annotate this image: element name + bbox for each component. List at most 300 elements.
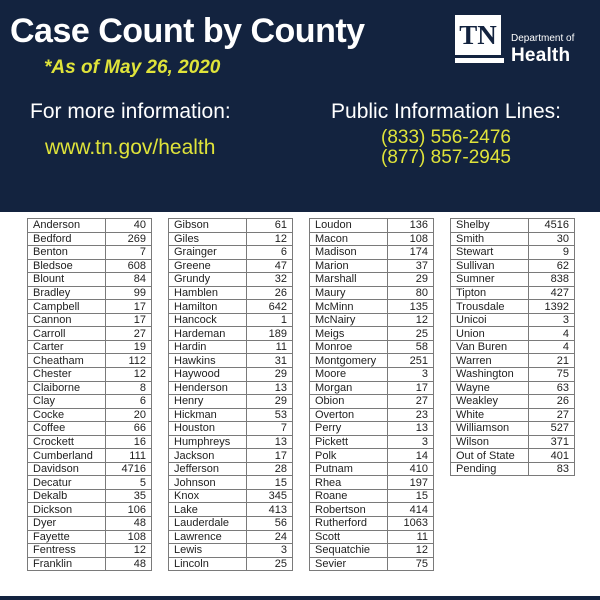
county-name-cell: Lawrence [169,530,247,544]
county-name-cell: Obion [310,395,388,409]
county-name-cell: Dekalb [28,489,106,503]
county-count-cell: 111 [106,449,152,463]
county-name-cell: Greene [169,259,247,273]
county-name-cell: Jackson [169,449,247,463]
table-row [451,219,575,233]
county-name-cell: Unicoi [451,313,529,327]
county-table-4 [450,218,575,476]
county-count-cell: 13 [388,422,434,436]
county-count-cell: 527 [529,422,575,436]
table-row [310,368,434,382]
county-count-cell: 30 [529,232,575,246]
county-count-cell: 47 [247,259,293,273]
county-name-cell: Clay [28,395,106,409]
county-count-cell: 29 [247,395,293,409]
county-table-2 [168,218,293,571]
county-count-cell: 106 [106,503,152,517]
county-name-cell: Fayette [28,530,106,544]
county-name-cell: Sullivan [451,259,529,273]
county-count-cell: 401 [529,449,575,463]
table-row [169,503,293,517]
table-row [169,381,293,395]
table-row [310,449,434,463]
table-row [451,462,575,476]
table-row [451,313,575,327]
table-row [28,462,152,476]
county-name-cell: Marion [310,259,388,273]
county-name-cell: Sumner [451,273,529,287]
table-row [28,476,152,490]
logo-health-text: Health [511,45,571,66]
county-count-cell: 136 [388,219,434,233]
county-name-cell: Cheatham [28,354,106,368]
table-row [169,354,293,368]
table-row [451,381,575,395]
table-row [28,340,152,354]
county-count-cell: 4716 [106,462,152,476]
table-row [310,408,434,422]
county-count-cell: 14 [388,449,434,463]
county-count-cell: 108 [106,530,152,544]
county-count-cell: 1 [247,313,293,327]
county-count-cell: 642 [247,300,293,314]
county-count-cell: 345 [247,489,293,503]
county-name-cell: Meigs [310,327,388,341]
county-name-cell: Hardin [169,340,247,354]
county-count-cell: 53 [247,408,293,422]
table-row [169,489,293,503]
county-count-cell: 58 [388,340,434,354]
county-name-cell: Sequatchie [310,544,388,558]
table-row [451,259,575,273]
county-name-cell: Roane [310,489,388,503]
table-row [169,286,293,300]
county-name-cell: Pending [451,462,529,476]
county-count-cell: 135 [388,300,434,314]
phone-number-2: (877) 857-2945 [381,147,511,168]
table-row [169,259,293,273]
county-name-cell: Claiborne [28,381,106,395]
county-name-cell: Loudon [310,219,388,233]
county-name-cell: Giles [169,232,247,246]
table-row [169,544,293,558]
table-row [28,557,152,571]
table-row [310,462,434,476]
county-count-cell: 4 [529,340,575,354]
county-count-cell: 75 [529,368,575,382]
table-row [169,476,293,490]
county-count-cell: 17 [106,313,152,327]
county-name-cell: Cocke [28,408,106,422]
county-count-cell: 26 [529,395,575,409]
county-name-cell: Marshall [310,273,388,287]
county-count-cell: 410 [388,462,434,476]
table-row [310,476,434,490]
table-row [169,300,293,314]
county-count-cell: 37 [388,259,434,273]
county-count-cell: 413 [247,503,293,517]
county-name-cell: Pickett [310,435,388,449]
table-row [28,408,152,422]
county-name-cell: Houston [169,422,247,436]
county-name-cell: Bradley [28,286,106,300]
county-count-cell: 48 [106,517,152,531]
county-count-cell: 19 [106,340,152,354]
county-name-cell: Hardeman [169,327,247,341]
table-row [169,232,293,246]
tn-health-logo [455,15,574,65]
county-count-cell: 23 [388,408,434,422]
county-name-cell: Out of State [451,449,529,463]
county-name-cell: Carter [28,340,106,354]
county-name-cell: McMinn [310,300,388,314]
table-row [28,300,152,314]
tn-logo-icon [455,15,504,63]
table-row [451,449,575,463]
table-row [28,381,152,395]
county-count-cell: 27 [529,408,575,422]
table-row [451,354,575,368]
county-count-cell: 25 [388,327,434,341]
county-name-cell: Macon [310,232,388,246]
table-row [310,395,434,409]
county-count-cell: 13 [247,381,293,395]
table-row [310,300,434,314]
county-count-cell: 11 [388,530,434,544]
county-name-cell: Decatur [28,476,106,490]
table-row [28,273,152,287]
health-website-text: www.tn.gov/health [45,136,216,159]
table-row [28,286,152,300]
logo-dept-text: Department of [511,33,575,44]
county-name-cell: White [451,408,529,422]
county-count-cell: 1392 [529,300,575,314]
logo-text [511,34,574,65]
county-count-cell: 84 [106,273,152,287]
table-row [169,462,293,476]
county-name-cell: Johnson [169,476,247,490]
county-name-cell: Lincoln [169,557,247,571]
table-row [310,544,434,558]
county-count-cell: 6 [247,246,293,260]
county-name-cell: Lauderdale [169,517,247,531]
table-row [28,530,152,544]
table-row [28,544,152,558]
county-count-cell: 26 [247,286,293,300]
county-tables [0,212,600,596]
county-name-cell: Scott [310,530,388,544]
county-name-cell: Union [451,327,529,341]
county-count-cell: 24 [247,530,293,544]
county-count-cell: 371 [529,435,575,449]
table-row [169,517,293,531]
logo-underline [455,58,504,63]
table-row [28,313,152,327]
county-name-cell: Cannon [28,313,106,327]
county-count-cell: 15 [247,476,293,490]
county-count-cell: 3 [388,368,434,382]
table-row [28,435,152,449]
as-of-date: *As of May 26, 2020 [44,57,221,78]
county-name-cell: Hickman [169,408,247,422]
table-row [451,327,575,341]
phone-number-1: (833) 556-2476 [381,127,511,148]
county-count-cell: 427 [529,286,575,300]
county-count-cell: 20 [106,408,152,422]
county-count-cell: 61 [247,219,293,233]
county-count-cell: 25 [247,557,293,571]
county-count-cell: 29 [247,368,293,382]
county-name-cell: Stewart [451,246,529,260]
county-name-cell: Weakley [451,395,529,409]
table-row [169,435,293,449]
county-name-cell: Davidson [28,462,106,476]
table-row [169,422,293,436]
more-info-block [30,100,231,160]
county-name-cell: Gibson [169,219,247,233]
county-name-cell: Grundy [169,273,247,287]
county-count-cell: 31 [247,354,293,368]
county-name-cell: Moore [310,368,388,382]
table-row [310,313,434,327]
table-row [451,273,575,287]
table-row [451,408,575,422]
county-name-cell: Anderson [28,219,106,233]
county-count-cell: 7 [106,246,152,260]
county-count-cell: 29 [388,273,434,287]
county-name-cell: Lewis [169,544,247,558]
table-row [28,219,152,233]
table-row [451,246,575,260]
table-row [310,219,434,233]
table-row [169,327,293,341]
county-name-cell: Crockett [28,435,106,449]
county-count-cell: 35 [106,489,152,503]
county-count-cell: 80 [388,286,434,300]
county-name-cell: Van Buren [451,340,529,354]
table-row [28,368,152,382]
county-count-cell: 4 [529,327,575,341]
county-count-cell: 48 [106,557,152,571]
county-name-cell: Dickson [28,503,106,517]
county-count-cell: 12 [388,313,434,327]
county-name-cell: Putnam [310,462,388,476]
county-count-cell: 63 [529,381,575,395]
county-name-cell: Trousdale [451,300,529,314]
table-row [169,340,293,354]
county-count-cell: 12 [388,544,434,558]
table-row [451,395,575,409]
table-row [310,354,434,368]
county-name-cell: Henry [169,395,247,409]
table-row [169,313,293,327]
county-count-cell: 40 [106,219,152,233]
table-row [28,503,152,517]
county-table-1 [27,218,152,571]
county-count-cell: 7 [247,422,293,436]
county-name-cell: Humphreys [169,435,247,449]
county-count-cell: 4516 [529,219,575,233]
county-name-cell: Smith [451,232,529,246]
table-row [310,232,434,246]
table-row [310,422,434,436]
table-row [310,340,434,354]
table-row [310,530,434,544]
county-name-cell: Bedford [28,232,106,246]
table-row [169,273,293,287]
county-name-cell: Monroe [310,340,388,354]
county-name-cell: Bledsoe [28,259,106,273]
table-row [28,327,152,341]
county-name-cell: Hancock [169,313,247,327]
table-row [451,300,575,314]
county-name-cell: Williamson [451,422,529,436]
table-row [310,503,434,517]
county-name-cell: Tipton [451,286,529,300]
county-count-cell: 174 [388,246,434,260]
table-row [169,368,293,382]
county-count-cell: 3 [247,544,293,558]
county-name-cell: Jefferson [169,462,247,476]
county-count-cell: 99 [106,286,152,300]
county-name-cell: Shelby [451,219,529,233]
county-name-cell: Fentress [28,544,106,558]
county-name-cell: Robertson [310,503,388,517]
county-count-cell: 6 [106,395,152,409]
county-count-cell: 17 [106,300,152,314]
table-row [310,246,434,260]
table-row [310,557,434,571]
county-count-cell: 21 [529,354,575,368]
county-name-cell: Morgan [310,381,388,395]
county-name-cell: Carroll [28,327,106,341]
county-count-cell: 66 [106,422,152,436]
county-name-cell: Grainger [169,246,247,260]
table-row [169,246,293,260]
county-table-3 [309,218,434,571]
table-row [310,327,434,341]
county-name-cell: Hamblen [169,286,247,300]
county-count-cell: 197 [388,476,434,490]
county-count-cell: 75 [388,557,434,571]
county-name-cell: Maury [310,286,388,300]
more-info-label: For more information: [30,100,231,123]
county-name-cell: Perry [310,422,388,436]
county-count-cell: 414 [388,503,434,517]
county-count-cell: 269 [106,232,152,246]
county-count-cell: 3 [388,435,434,449]
table-row [169,449,293,463]
table-row [310,517,434,531]
county-count-cell: 838 [529,273,575,287]
county-count-cell: 62 [529,259,575,273]
county-count-cell: 83 [529,462,575,476]
county-count-cell: 5 [106,476,152,490]
table-row [169,557,293,571]
county-name-cell: Hawkins [169,354,247,368]
county-name-cell: Coffee [28,422,106,436]
county-name-cell: Chester [28,368,106,382]
county-name-cell: McNairy [310,313,388,327]
county-name-cell: Overton [310,408,388,422]
county-name-cell: Wilson [451,435,529,449]
county-name-cell: Rutherford [310,517,388,531]
county-name-cell: Montgomery [310,354,388,368]
county-name-cell: Campbell [28,300,106,314]
county-name-cell: Wayne [451,381,529,395]
county-count-cell: 13 [247,435,293,449]
page-title: Case Count by County [10,12,365,50]
table-row [310,435,434,449]
table-row [28,449,152,463]
table-row [451,232,575,246]
public-lines-label: Public Information Lines: [331,100,561,123]
county-count-cell: 17 [388,381,434,395]
county-count-cell: 12 [106,544,152,558]
county-count-cell: 27 [388,395,434,409]
county-count-cell: 17 [247,449,293,463]
county-name-cell: Henderson [169,381,247,395]
table-row [169,219,293,233]
county-name-cell: Madison [310,246,388,260]
county-name-cell: Polk [310,449,388,463]
table-row [169,530,293,544]
county-count-cell: 1063 [388,517,434,531]
table-row [169,408,293,422]
tn-logo-box: TN [455,15,501,55]
county-count-cell: 32 [247,273,293,287]
table-row [310,273,434,287]
county-count-cell: 9 [529,246,575,260]
county-name-cell: Benton [28,246,106,260]
table-row [28,395,152,409]
bottom-strip [0,596,600,600]
county-count-cell: 8 [106,381,152,395]
county-name-cell: Washington [451,368,529,382]
county-count-cell: 27 [106,327,152,341]
county-name-cell: Sevier [310,557,388,571]
county-count-cell: 12 [106,368,152,382]
county-count-cell: 56 [247,517,293,531]
county-name-cell: Cumberland [28,449,106,463]
county-name-cell: Warren [451,354,529,368]
county-name-cell: Haywood [169,368,247,382]
county-count-cell: 16 [106,435,152,449]
county-count-cell: 15 [388,489,434,503]
county-name-cell: Franklin [28,557,106,571]
table-row [310,286,434,300]
county-name-cell: Lake [169,503,247,517]
table-row [451,422,575,436]
table-row [28,517,152,531]
table-row [28,422,152,436]
table-row [451,340,575,354]
table-row [310,381,434,395]
table-row [28,259,152,273]
public-lines-block [330,100,562,168]
county-count-cell: 112 [106,354,152,368]
county-count-cell: 608 [106,259,152,273]
county-count-cell: 108 [388,232,434,246]
table-row [28,232,152,246]
county-name-cell: Knox [169,489,247,503]
county-name-cell: Rhea [310,476,388,490]
county-name-cell: Blount [28,273,106,287]
county-name-cell: Hamilton [169,300,247,314]
county-count-cell: 3 [529,313,575,327]
table-row [310,259,434,273]
table-row [451,435,575,449]
